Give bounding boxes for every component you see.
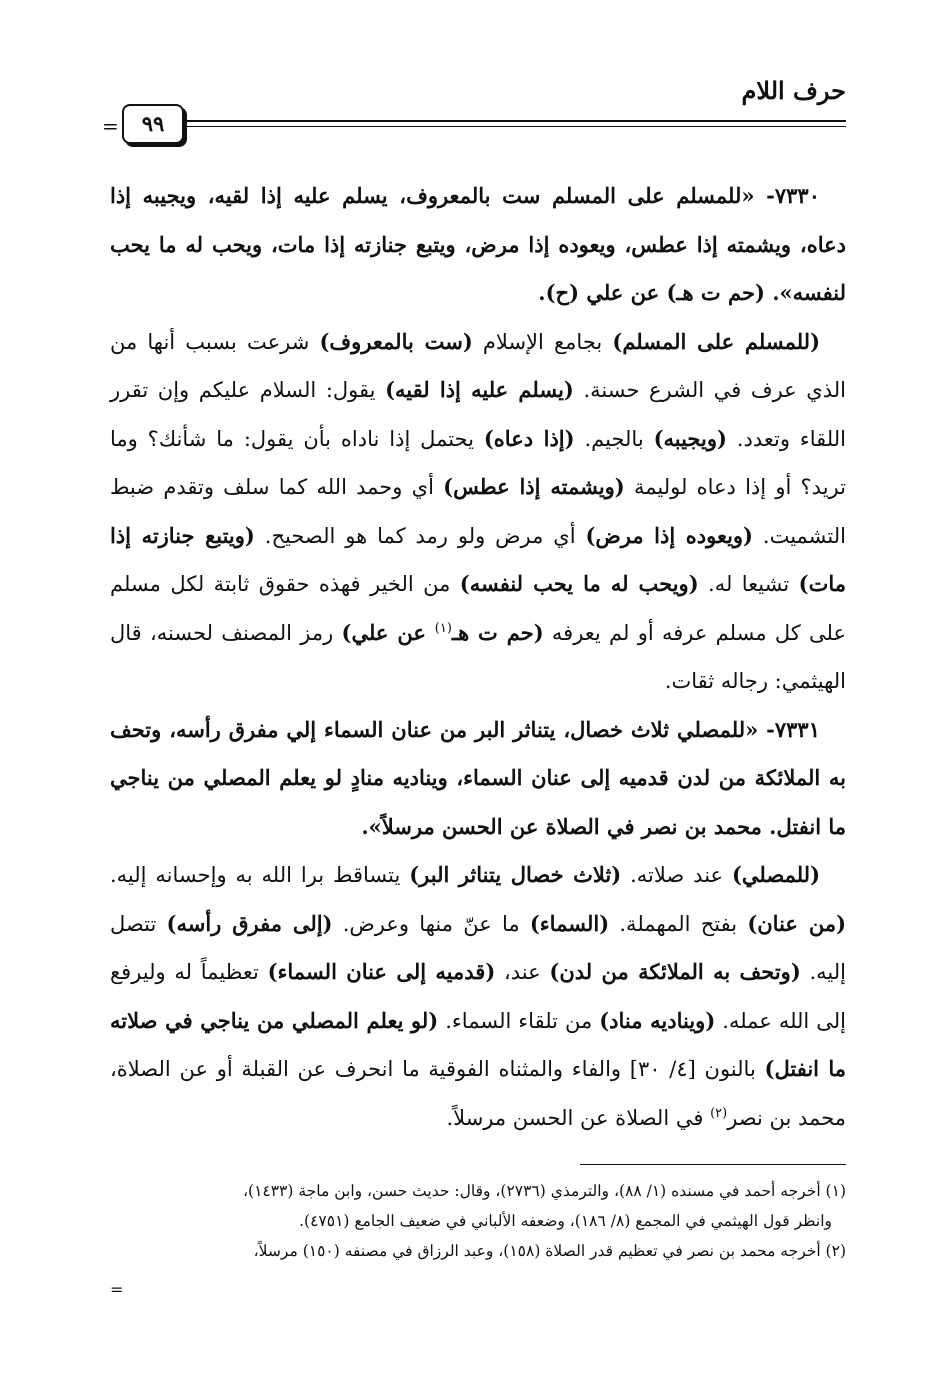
term: (ويتبع جنازته إذا مات) bbox=[110, 522, 846, 596]
term: (قدميه إلى عنان السماء) bbox=[267, 959, 496, 984]
page-header bbox=[102, 76, 846, 146]
text: في الصلاة عن الحسن مرسلاً. bbox=[446, 1105, 711, 1130]
footnote-1: (١) أخرجه أحمد في مسنده (١/ ٨٨)، والترمذي (٢٧٣٦)، وقال: حديث حسن، وابن ماجة (١٤٣٣)، bbox=[243, 1182, 846, 1200]
text: من الخير فهذه حقوق ثابتة لكل مسلم على كل مسلم عرفه أو لم يعرفه bbox=[110, 572, 847, 645]
text: بالجيم. bbox=[574, 426, 654, 451]
text: أي وحمد الله كما سلف وتقدم ضبط التشميت. bbox=[110, 475, 846, 548]
text: شرعت بسبب أنها من الذي عرف في الشرع حسنة. bbox=[110, 329, 846, 402]
term: (ست بالمعروف) bbox=[319, 328, 473, 354]
text: تشيعا له. bbox=[698, 572, 799, 596]
text: من تلقاء السماء. bbox=[438, 1008, 600, 1033]
text: بجامع الإسلام bbox=[472, 329, 613, 354]
term: (ويحب له ما يحب لنفسه) bbox=[459, 571, 699, 596]
header-dash: = bbox=[102, 114, 119, 138]
commentary-7330 bbox=[110, 318, 846, 706]
text: يحتمل إذا ناداه بأن يقول: ما شأنك؟ وما تريد؟ أو إذا دعاه لوليمة bbox=[110, 426, 846, 499]
text: رمز المصنف لحسنه، قال الهيثمي: رجاله ثقات. bbox=[110, 620, 846, 693]
page-body bbox=[110, 172, 846, 1142]
term: (إلى مفرق رأسه) bbox=[166, 910, 333, 936]
term: (إذا دعاه) bbox=[483, 425, 575, 451]
text: عند، bbox=[495, 960, 550, 984]
term: (يسلم عليه إذا لقيه) bbox=[385, 377, 574, 402]
text: عند صلاته. bbox=[621, 863, 732, 887]
hadith-7330: ٧٣٣٠- «للمسلم على المسلم ست بالمعروف، يسلم عليه إذا لقيه، ويجيبه إذا دعاه، ويشمته إذا عطس، ويعوده إذا مرض، ويتبع جنازته إذا مات، ويحب له ما يحب لنفسه». (حم ت هـ) عن علي (ح). bbox=[110, 183, 846, 305]
term: (للمسلم على المسلم) bbox=[612, 328, 821, 354]
term: (لو يعلم المصلي من يناجي في صلاته ما انفتل) bbox=[110, 1007, 846, 1081]
term: (من عنان) bbox=[747, 910, 847, 936]
term: (وتحف به الملائكة من لدن) bbox=[549, 959, 801, 984]
text: أي مرض ولو رمد كما هو الصحيح. bbox=[254, 523, 586, 548]
term: (ويعوده إذا مرض) bbox=[585, 522, 753, 548]
text: ما عنّ منها وعرض. bbox=[332, 911, 530, 936]
footnote-continuation-mark: = bbox=[110, 1280, 124, 1299]
footnote-ref-1[interactable]: (١) bbox=[434, 620, 452, 636]
term: (ويشمته إذا عطس) bbox=[443, 474, 625, 499]
footnote-ref-2[interactable]: (٢) bbox=[710, 1105, 728, 1121]
term: (للمصلي) bbox=[731, 862, 820, 887]
term: (ويناديه مناد) bbox=[599, 1007, 716, 1033]
term: (السماء) bbox=[529, 910, 610, 936]
text: تعظيماً له وليرفع إلى الله عمله. bbox=[110, 960, 846, 1033]
text: يتساقط برا الله به وإحسانه إليه. bbox=[110, 863, 410, 887]
text: تتصل إليه. bbox=[110, 911, 846, 984]
term: (ويجيبه) bbox=[653, 425, 727, 451]
commentary-7331 bbox=[110, 851, 846, 1142]
footnote-separator bbox=[580, 1164, 846, 1165]
text: بالنون [٤/ ٣٠] والفاء والمثناه الفوقية ما انحرف عن القبلة أو عن الصلاة، محمد بن نصر bbox=[110, 1057, 846, 1130]
chapter-title: حرف اللام bbox=[741, 76, 846, 105]
text: بفتح المهملة. bbox=[609, 911, 748, 936]
term: (حم ت هـ bbox=[451, 619, 544, 645]
footnote-1-continued: وانظر قول الهيثمي في المجمع (٨/ ١٨٦)، وضعفه الألباني في ضعيف الجامع (٤٧٥١). bbox=[299, 1212, 832, 1230]
footnote-2: (٢) أخرجه محمد بن نصر في تعظيم قدر الصلاة (١٥٨)، وعبد الرزاق في مصنفه (١٥٠) مرسلاً، bbox=[253, 1242, 846, 1260]
page-number: ٩٩ bbox=[122, 104, 184, 144]
term: (ثلاث خصال يتناثر البر) bbox=[409, 862, 622, 887]
header-rule-thin bbox=[180, 126, 846, 127]
hadith-7331: ٧٣٣١- «للمصلي ثلاث خصال، يتناثر البر من عنان السماء إلي مفرق رأسه، وتحف به الملائكة من لدن قدميه إلى عنان السماء، ويناديه منادٍ لو يعلم المصلي من يناجي ما انفتل. محمد بن نصر في الصلاة عن الحسن مرسلاً». bbox=[110, 716, 846, 839]
header-rule bbox=[180, 120, 846, 122]
text: يقول: السلام عليكم وإن تقرر اللقاء وتعدد. bbox=[110, 378, 846, 451]
footnotes bbox=[110, 1176, 846, 1266]
term: عن علي) bbox=[341, 619, 435, 645]
